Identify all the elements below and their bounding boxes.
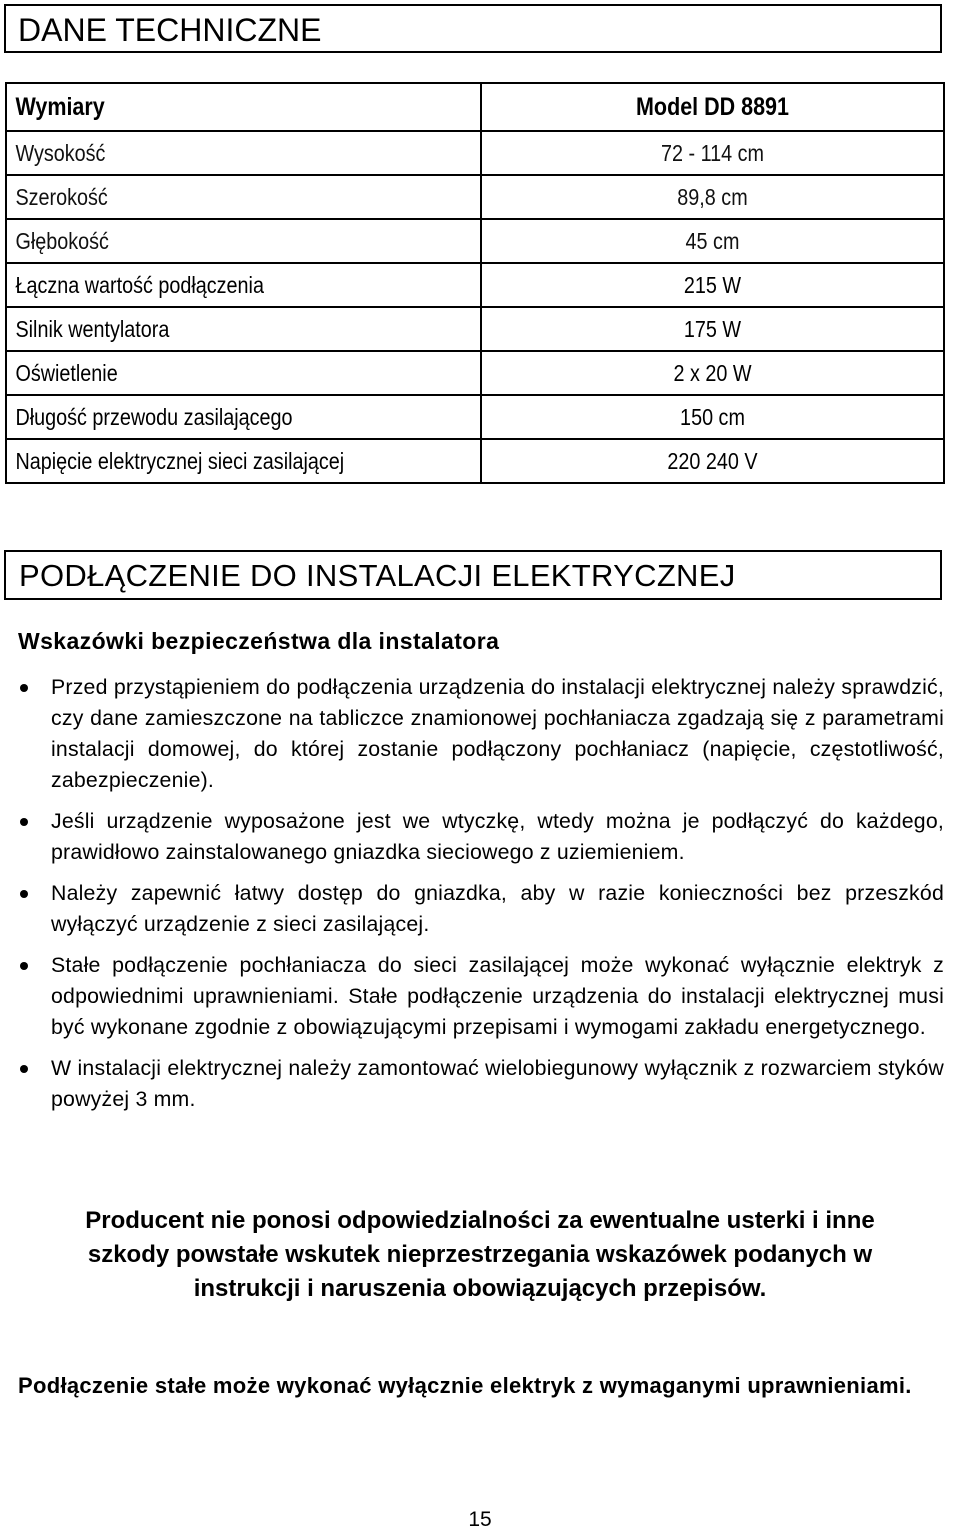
table-row xyxy=(6,219,944,263)
spec-value: 150 cm xyxy=(513,395,911,439)
spec-label: Głębokość xyxy=(6,219,415,263)
table-header-row xyxy=(6,83,944,131)
spec-value: 89,8 cm xyxy=(513,175,911,219)
table-row xyxy=(6,439,944,483)
list-item-text: Należy zapewnić łatwy dostęp do gniazdka, aby w razie konieczności bez przeszkód wyłączyć urządzenie z sieci zasilającej. xyxy=(51,881,944,936)
spec-value: 72 - 114 cm xyxy=(513,131,911,175)
table-row xyxy=(6,263,944,307)
spec-label: Silnik wentylatora xyxy=(6,307,415,351)
table-row xyxy=(6,175,944,219)
table-header-label: Wymiary xyxy=(6,83,415,131)
safety-subheading: Wskazówki bezpieczeństwa dla instalatora xyxy=(18,628,500,654)
table-row xyxy=(6,351,944,395)
bullet-icon xyxy=(20,684,28,692)
spec-value: 175 W xyxy=(513,307,911,351)
list-item xyxy=(18,806,944,868)
safety-instructions-list xyxy=(18,672,944,1125)
spec-label: Oświetlenie xyxy=(6,351,415,395)
spec-label: Długość przewodu zasilającego xyxy=(6,395,415,439)
spec-label: Wysokość xyxy=(6,131,415,175)
spec-label: Napięcie elektrycznej sieci zasilającej xyxy=(6,439,415,483)
spec-label: Szerokość xyxy=(6,175,415,219)
spec-value: 2 x 20 W xyxy=(513,351,911,395)
technical-data-table xyxy=(5,82,945,484)
list-item-text: W instalacji elektrycznej należy zamontować wielobiegunowy wyłącznik z rozwarciem styków powyżej 3 mm. xyxy=(51,1056,944,1111)
bullet-icon xyxy=(20,962,28,970)
list-item-text: Jeśli urządzenie wyposażone jest we wtyczkę, wtedy można je podłączyć do każdego, prawidłowo zainstalowanego gniazdka sieciowego z uziemieniem. xyxy=(51,809,944,864)
list-item xyxy=(18,878,944,940)
table-row xyxy=(6,307,944,351)
bullet-icon xyxy=(20,1065,28,1073)
list-item xyxy=(18,950,944,1043)
table-row xyxy=(6,131,944,175)
liability-notice: Producent nie ponosi odpowiedzialności za ewentualne usterki i inne szkody powstałe wskutek nieprzestrzegania wskazówek podanych w instrukcji i naruszenia obowiązujących przepisów. xyxy=(85,1207,875,1302)
spec-value: 215 W xyxy=(513,263,911,307)
page-number: 15 xyxy=(468,1508,492,1531)
spec-label: Łączna wartość podłączenia xyxy=(6,263,415,307)
bullet-icon xyxy=(20,890,28,898)
list-item-text: Przed przystąpieniem do podłączenia urządzenia do instalacji elektrycznej należy sprawdzić, czy dane zamieszczone na tabliczce znamionowej pochłaniacza zgadzają się z parametrami instalacji domowej, do której zostanie podłączony pochłaniacz (napięcie, częstotliwość, zabezpieczenie). xyxy=(51,675,944,792)
list-item xyxy=(18,1053,944,1115)
list-item xyxy=(18,672,944,796)
page-title: DANE TECHNICZNE xyxy=(4,4,942,53)
section-title: PODŁĄCZENIE DO INSTALACJI ELEKTRYCZNEJ xyxy=(4,550,942,600)
bullet-icon xyxy=(20,818,28,826)
table-header-model: Model DD 8891 xyxy=(513,83,911,131)
list-item-text: Stałe podłączenie pochłaniacza do sieci zasilającej może wykonać wyłącznie elektryk z odpowiednimi uprawnieniami. Stałe podłączenie urządzenia do instalacji elektrycznej musi być wykonane zgodnie z obowiązującymi przepisami i wymogami zakładu energetycznego. xyxy=(51,953,944,1039)
table-row xyxy=(6,395,944,439)
spec-value: 45 cm xyxy=(513,219,911,263)
installation-note: Podłączenie stałe może wykonać wyłącznie elektryk z wymaganymi uprawnieniami. xyxy=(18,1373,912,1398)
spec-value: 220 240 V xyxy=(513,439,911,483)
